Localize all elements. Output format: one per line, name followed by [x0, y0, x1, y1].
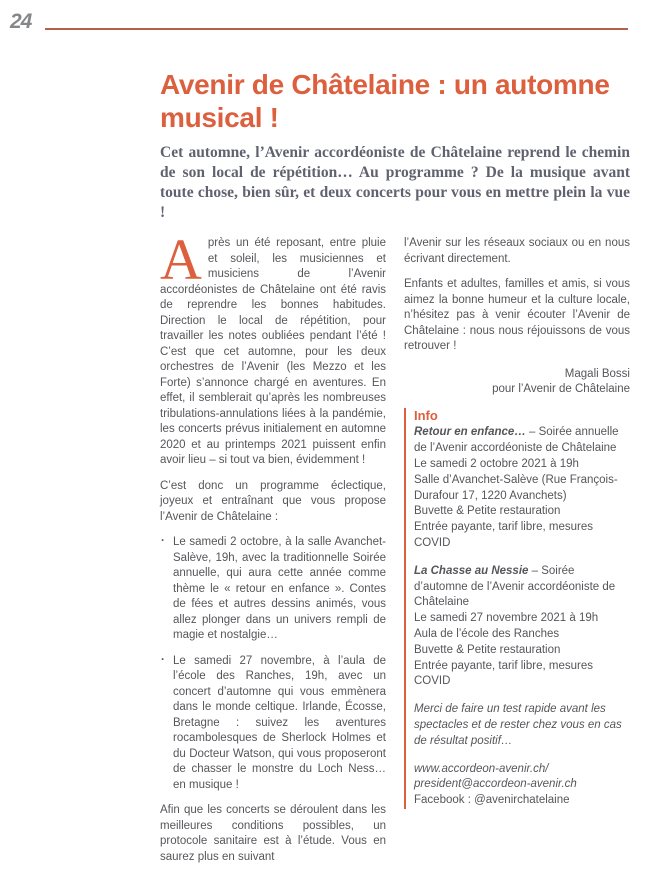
- info-event-1-title-line: [414, 425, 630, 457]
- info-box: [404, 408, 630, 809]
- article-columns: [160, 227, 630, 875]
- event-detail: Entrée payante, tarif libre, mesures COVID: [414, 521, 593, 549]
- email-link[interactable]: president@accordeon-avenir.ch: [414, 778, 577, 791]
- list-item: · Le samedi 27 novembre, à l’aula de l’école des Ranches, 19h, avec un concert d’automne qui vous emmènera dans le monde celtique. Irlande, Écosse, Bretagne : suivez les aventures rocambolesques de Sherlock Holmes et du Docteur Watson, qui vous proposeront de chasser le monstre du Loch Ness… en musique !: [160, 654, 386, 794]
- covid-note: Merci de faire un test rapide avant les spectacles et de rester chez vous en cas de résultat positif…: [414, 703, 622, 747]
- info-heading: Info: [414, 407, 438, 423]
- info-event-2: [414, 564, 630, 690]
- column-right: [404, 236, 630, 875]
- article-lead: Cet automne, l’Avenir accordéoniste de Châtelaine reprend le chemin de son local de répétition… Au programme ? De la musique avant toute chose, bien sûr, et deux concerts pour vous en mettre plein la vue !: [160, 144, 630, 222]
- page-number: 24: [10, 10, 32, 33]
- body-paragraph-3: Afin que les concerts se déroulent dans les meilleures conditions possibles, un protocole sanitaire est à l’étude. Vous en saurez plus en suivant: [160, 804, 386, 863]
- signature: [404, 367, 630, 398]
- list-item: · Le samedi 2 octobre, à la salle Avanchet-Salève, 19h, avec la traditionnelle Soirée annuelle, qui aura cette année comme thème le « retour en enfance ». Contes de fées et autres dessins animés, vous allez plonger dans un univers rempli de magie et nostalgie…: [160, 535, 386, 644]
- body-paragraph-2: C’est donc un programme éclectique, joyeux et entraînant que vous propose l’Avenir de Châtelaine :: [160, 479, 386, 523]
- event-detail: Buvette & Petite restauration: [414, 505, 561, 518]
- body-paragraph-4: l’Avenir sur les réseaux sociaux ou en nous écrivant directement.: [404, 237, 630, 265]
- signature-org: pour l’Avenir de Châtelaine: [492, 383, 630, 396]
- event-detail: Aula de l’école des Ranches: [414, 627, 560, 640]
- contact-links: [414, 762, 630, 809]
- event-detail: Le samedi 27 novembre 2021 à 19h: [414, 612, 599, 625]
- event-detail: Salle d’Avanchet-Salève (Rue François-Durafour 17, 1220 Avanchets): [414, 473, 618, 502]
- event-detail: Buvette & Petite restauration: [414, 643, 561, 656]
- website-link[interactable]: www.accordeon-avenir.ch/: [414, 762, 549, 775]
- info-event-1: [414, 425, 630, 551]
- concert-list: [160, 535, 386, 793]
- facebook-link[interactable]: Facebook : @avenirchatelaine: [414, 794, 570, 807]
- signature-name: Magali Bossi: [564, 367, 630, 380]
- info-event-2-title-line: [414, 564, 630, 611]
- article: [160, 68, 630, 875]
- column-left: [160, 227, 386, 875]
- body-paragraph-1-text: près un été reposant, entre pluie et soleil, les musiciennes et musiciens de l’Avenir accordéonistes de Châtelaine ont été ravis de reprendre les bonnes habitudes. Direction le local de répétition, pour travailler les notes oubliées pendant l’été ! C’est que cet automne, pour les deux orchestres de l’Avenir (les Mezzo et les Forte) s’annonce chargé en aventures. En effet, il semblerait qu’après les nombreuses tribulations-annulations liées à la pandémie, les concerts prévus initialement en automne 2020 et au printemps 2021 puissent enfin avoir lieu – si tout va bien, évidemment !: [160, 237, 386, 467]
- dropcap-letter: A: [160, 227, 202, 293]
- event-detail: Le samedi 2 octobre 2021 à 19h: [414, 457, 579, 470]
- event-title-suffix: – Soirée annuelle de l’Avenir accordéoniste de Châtelaine: [414, 426, 619, 455]
- event-title: Retour en enfance…: [414, 426, 526, 439]
- body-paragraph-5: Enfants et adultes, familles et amis, si vous aimez la bonne humeur et la culture locale, n’hésitez pas à venir écouter l’Avenir de Châtelaine : nous nous réjouissons de vous retrouver !: [404, 278, 630, 353]
- event-title: La Chasse au Nessie: [414, 564, 529, 577]
- article-title: Avenir de Châtelaine : un automne musical !: [160, 69, 610, 134]
- event-detail: Entrée payante, tarif libre, mesures COVID: [414, 659, 593, 688]
- body-paragraph-1: [160, 227, 386, 469]
- header-rule: [45, 28, 628, 30]
- event-title-suffix: – Soirée d’automne de l’Avenir accordéoniste de Châtelaine: [414, 564, 616, 609]
